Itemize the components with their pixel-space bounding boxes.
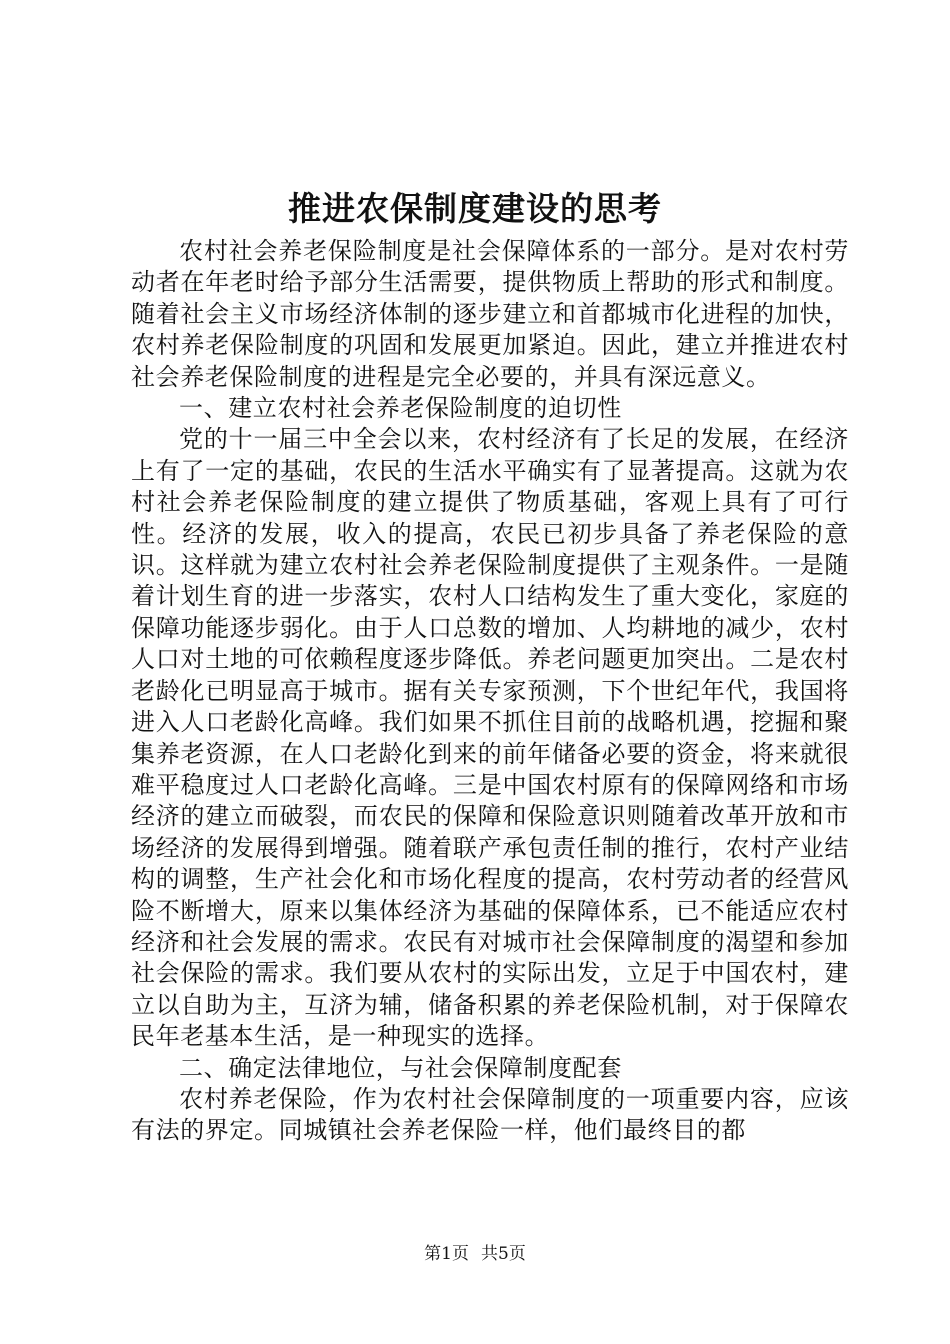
paragraph-section-2: 农村养老保险，作为农村社会保障制度的一项重要内容，应该有法的界定。同城镇社会养老保险一样，他们最终目的都 [131,1084,849,1145]
document-body [131,236,849,1147]
section-heading-1: 一、建立农村社会养老保险制度的迫切性 [179,394,622,423]
page-number: 第1页 [424,1244,469,1264]
paragraph-intro: 农村社会养老保险制度是社会保障体系的一部分。是对农村劳动者在年老时给予部分生活需要，提供物质上帮助的形式和制度。随着社会主义市场经济体制的逐步建立和首都城市化进程的加快，农村养老保险制度的巩固和发展更加紧迫。因此，建立并推进农村社会养老保险制度的进程是完全必要的，并具有深远意义。 [131,237,849,391]
paragraph-section-1: 党的十一届三中全会以来，农村经济有了长足的发展，在经济上有了一定的基础，农民的生活水平确实有了显著提高。这就为农村社会养老保险制度的建立提供了物质基础，客观上具有了可行性。经济的发展，收入的提高，农民已初步具备了养老保险的意识。这样就为建立农村社会养老保险制度提供了主观条件。一是随着计划生育的进一步落实，农村人口结构发生了重大变化，家庭的保障功能逐步弱化。由于人口总数的增加、人均耕地的减少，农村人口对土地的可依赖程度逐步降低。养老问题更加突出。二是农村老龄化已明显高于城市。据有关专家预测，下个世纪年代，我国将进入人口老龄化高峰。我们如果不抓住目前的战略机遇，挖掘和聚集养老资源，在人口老龄化到来的前年储备必要的资金，将来就很难平稳度过人口老龄化高峰。三是中国农村原有的保障网络和市场经济的建立而破裂，而农民的保障和保险意识则随着改革开放和市场经济的发展得到增强。随着联产承包责任制的推行，农村产业结构的调整，生产社会化和市场化程度的提高，农村劳动者的经营风险不断增大，原来以集体经济为基础的保障体系，已不能适应农村经济和社会发展的需求。农民有对城市社会保障制度的渴望和参加社会保险的需求。我们要从农村的实际出发，立足于中国农村，建立以自助为主，互济为辅，储备积累的养老保险机制，对于保障农民年老基本生活，是一种现实的选择。 [131,425,849,1051]
document-title: 推进农保制度建设的思考 [288,189,662,228]
page-footer [0,1242,950,1266]
section-heading-2: 二、确定法律地位，与社会保障制度配套 [179,1053,622,1082]
page-total: 共5页 [481,1244,526,1264]
